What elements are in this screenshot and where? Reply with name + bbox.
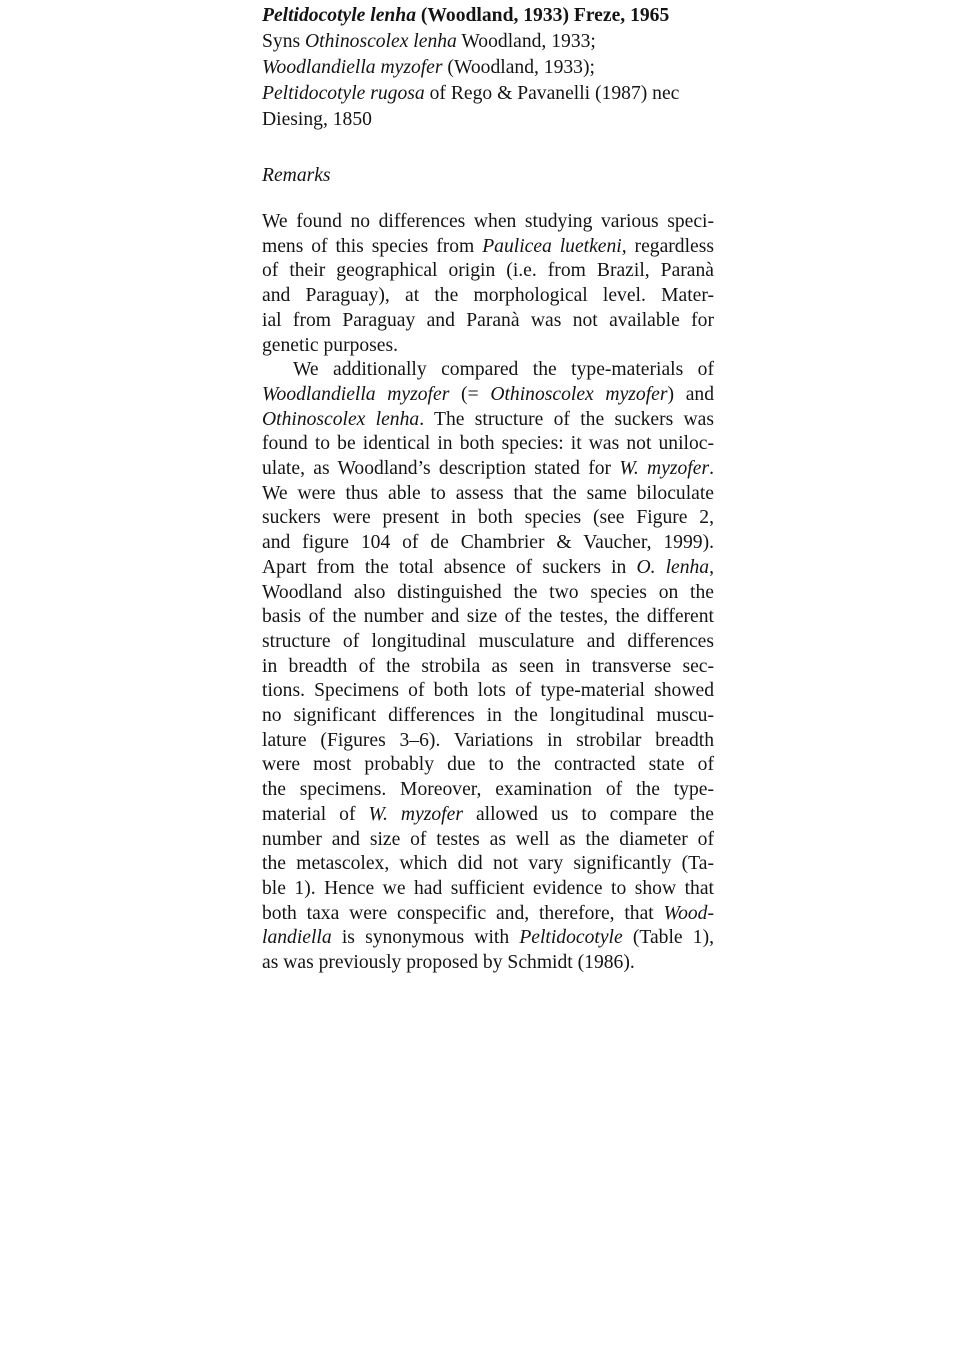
text-segment: Peltidocotyle lenha <box>262 5 416 26</box>
text-line <box>262 55 714 81</box>
paragraph-1 <box>262 210 714 358</box>
text-line <box>262 581 714 606</box>
text-segment: We additionally compared the type-materials of <box>293 359 714 381</box>
text-line <box>262 408 714 433</box>
text-segment: Wood- <box>663 902 714 924</box>
text-segment: Paulicea luetkeni <box>482 235 622 257</box>
text-segment: no significant differences in the longitudinal muscu- <box>262 705 714 727</box>
text-segment: , <box>709 556 715 578</box>
text-segment: , regardless <box>621 235 714 257</box>
text-line <box>262 679 714 704</box>
text-line <box>262 828 714 853</box>
text-segment: (Woodland, 1933) Freze, 1965 <box>416 5 670 26</box>
text-segment: number and size of testes as well as the diameter of <box>262 828 714 850</box>
text-segment: (Table 1), <box>622 927 714 949</box>
text-segment: . The structure of the suckers was <box>419 408 714 430</box>
text-segment: We were thus able to assess that the same biloculate <box>262 482 714 504</box>
text-segment: Woodland also distinguished the two species on the <box>262 581 714 603</box>
text-segment: Peltidocotyle rugosa <box>262 83 425 104</box>
text-segment: structure of longitudinal musculature and differences <box>262 630 714 652</box>
text-segment: ble 1). Hence we had sufficient evidence to show that <box>262 877 714 899</box>
text-segment: and figure 104 of de Chambrier & Vaucher, 1999). <box>262 532 714 554</box>
text-segment: the metascolex, which did not vary significantly (Ta- <box>262 853 714 875</box>
text-line <box>262 531 714 556</box>
text-segment: W. myzofer <box>368 803 463 825</box>
text-segment: (Woodland, 1933); <box>442 57 595 78</box>
species-title-block <box>262 3 714 133</box>
text-segment: is synonymous with <box>331 927 520 949</box>
text-segment: W. myzofer <box>619 458 710 480</box>
text-segment: basis of the number and size of the testes, the different <box>262 606 714 628</box>
text-line <box>262 482 714 507</box>
text-segment: Othinoscolex lenha <box>305 31 457 52</box>
text-line <box>262 704 714 729</box>
text-segment: and Paraguay), at the morphological level. Mater- <box>262 285 714 307</box>
text-segment: (= <box>449 383 491 405</box>
text-segment: Apart from the total absence of suckers in <box>262 556 637 578</box>
text-segment: both taxa were conspecific and, therefore, that <box>262 902 664 924</box>
text-segment: lature (Figures 3–6). Variations in strobilar breadth <box>262 729 714 751</box>
text-segment: genetic purposes. <box>262 334 399 356</box>
text-segment: ulate, as Woodland’s description stated for <box>262 458 620 480</box>
text-segment: of their geographical origin (i.e. from Brazil, Paranà <box>262 260 714 282</box>
text-line <box>262 852 714 877</box>
text-segment: ) and <box>667 383 714 405</box>
text-segment: Diesing, 1850 <box>262 109 372 130</box>
text-line <box>262 81 714 107</box>
text-segment: allowed us to compare the <box>462 803 714 825</box>
text-line <box>262 284 714 309</box>
text-line <box>262 803 714 828</box>
text-line <box>262 951 714 976</box>
text-line <box>262 29 714 55</box>
text-segment: of Rego & Pavanelli (1987) nec <box>424 83 680 104</box>
text-line <box>262 309 714 334</box>
text-line <box>262 729 714 754</box>
text-segment: O. lenha <box>636 556 710 578</box>
text-line <box>262 753 714 778</box>
text-line <box>262 3 714 29</box>
text-segment: the specimens. Moreover, examination of the type- <box>262 779 714 801</box>
text-segment: landiella <box>262 927 332 949</box>
text-segment: material of <box>262 803 369 825</box>
text-line <box>262 383 714 408</box>
text-segment: We found no differences when studying various speci- <box>262 211 714 232</box>
text-line <box>262 630 714 655</box>
text-line <box>262 432 714 457</box>
text-segment: as was previously proposed by Schmidt (1986). <box>262 952 635 974</box>
text-line <box>262 926 714 951</box>
text-segment: found to be identical in both species: it was not uniloc- <box>262 433 714 455</box>
text-line <box>262 506 714 531</box>
paragraph-2 <box>262 358 714 976</box>
text-line <box>262 107 714 133</box>
text-line <box>262 655 714 680</box>
text-line <box>262 358 714 383</box>
text-segment: Woodlandiella myzofer <box>262 383 450 405</box>
text-segment: mens of this species from <box>262 235 483 257</box>
text-line <box>262 334 714 359</box>
text-line <box>262 235 714 260</box>
text-segment: in breadth of the strobila as seen in transverse sec- <box>262 655 714 677</box>
text-segment: Woodland, 1933; <box>456 31 596 52</box>
text-segment: Othinoscolex myzofer <box>490 383 668 405</box>
text-line <box>262 457 714 482</box>
text-segment: Peltidocotyle <box>519 927 623 949</box>
text-segment: Woodlandiella myzofer <box>262 57 443 78</box>
text-line <box>262 210 714 235</box>
text-segment: suckers were present in both species (see Figure 2, <box>262 507 714 529</box>
text-line <box>262 778 714 803</box>
remarks-heading: Remarks <box>262 165 331 186</box>
text-segment: Othinoscolex lenha <box>262 408 420 430</box>
text-segment: Syns <box>262 31 306 52</box>
text-line <box>262 556 714 581</box>
text-segment: tions. Specimens of both lots of type-material showed <box>262 680 714 702</box>
text-line <box>262 902 714 927</box>
text-segment: . <box>709 458 714 480</box>
text-segment: ial from Paraguay and Paranà was not available for <box>262 309 714 331</box>
article-column <box>262 3 714 976</box>
text-line <box>262 259 714 284</box>
text-segment: were most probably due to the contracted state of <box>262 754 714 776</box>
text-line <box>262 605 714 630</box>
text-line <box>262 877 714 902</box>
